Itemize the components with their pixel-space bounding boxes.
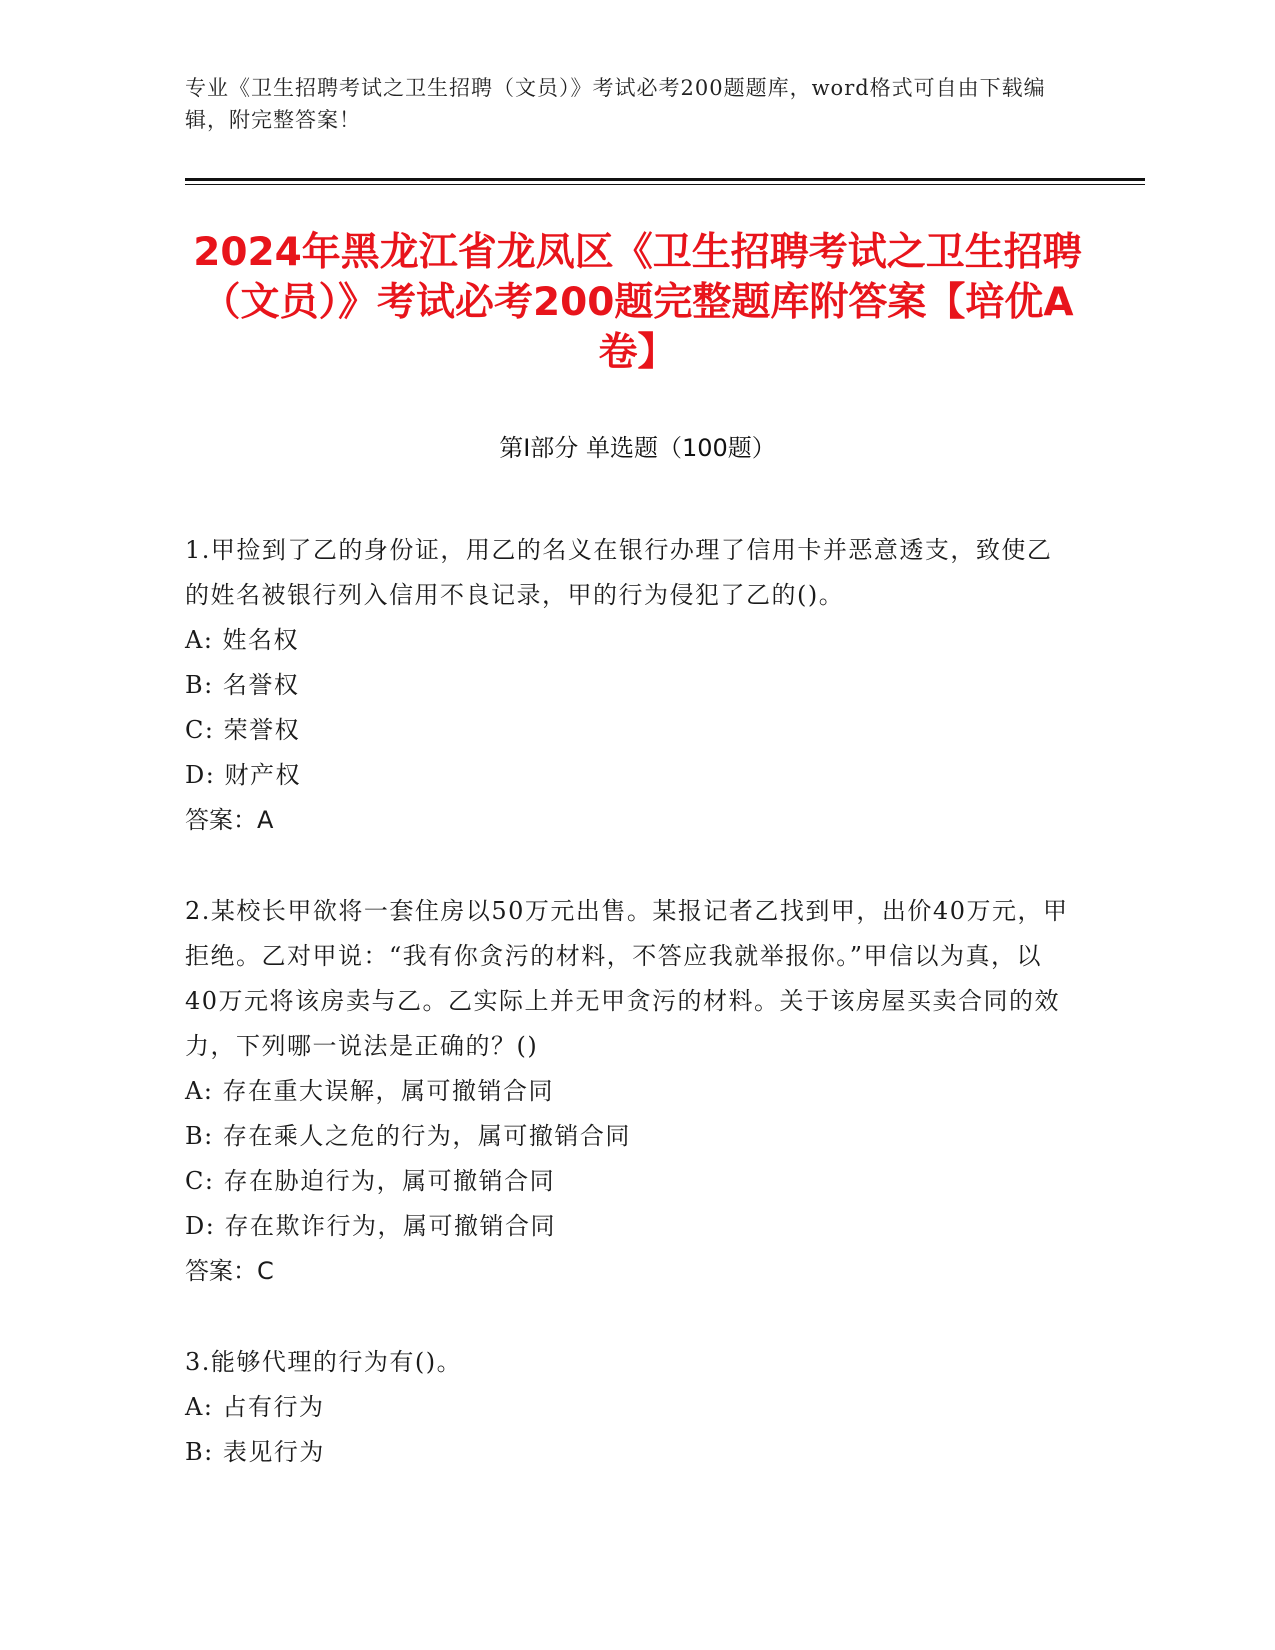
answer: 答案：A (185, 806, 274, 834)
question-1 (185, 528, 1075, 843)
header-note: 专业《卫生招聘考试之卫生招聘（文员）》考试必考200题题库，word格式可自由下载编辑，附完整答案！ (185, 76, 1046, 132)
option-d: D: 财产权 (185, 761, 301, 789)
header-divider-thin (185, 184, 1145, 185)
question-stem: 2.某校长甲欲将一套住房以50万元出售。某报记者乙找到甲，出价40万元，甲拒绝。乙对甲说：“我有你贪污的材料，不答应我就举报你。”甲信以为真，以40万元将该房卖与乙。乙实际上并无甲贪污的材料。关于该房屋买卖合同的效力，下列哪一说法是正确的？() (185, 897, 1069, 1060)
option-d: D: 存在欺诈行为，属可撤销合同 (185, 1212, 556, 1240)
option-b: B: 表见行为 (185, 1438, 325, 1466)
option-a: A: 存在重大误解，属可撤销合同 (185, 1077, 555, 1105)
answer: 答案：C (185, 1257, 274, 1285)
option-b: B: 存在乘人之危的行为，属可撤销合同 (185, 1122, 631, 1150)
option-c: C: 荣誉权 (185, 716, 301, 744)
option-a: A: 占有行为 (185, 1393, 325, 1421)
question-stem: 1.甲捡到了乙的身份证，用乙的名义在银行办理了信用卡并恶意透支，致使乙的姓名被银行列入信用不良记录，甲的行为侵犯了乙的()。 (185, 536, 1053, 609)
question-stem: 3.能够代理的行为有()。 (185, 1348, 463, 1376)
header-divider-thick (185, 178, 1145, 181)
option-b: B: 名誉权 (185, 671, 300, 699)
document-title: 2024年黑龙江省龙凤区《卫生招聘考试之卫生招聘（文员）》考试必考200题完整题库附答案【培优A卷】 (193, 230, 1082, 375)
question-2 (185, 889, 1075, 1294)
question-3 (185, 1340, 1075, 1475)
question-list (185, 528, 1075, 1521)
section-heading: 第I部分 单选题（100题） (499, 434, 776, 462)
option-c: C: 存在胁迫行为，属可撤销合同 (185, 1167, 556, 1195)
option-a: A: 姓名权 (185, 626, 300, 654)
